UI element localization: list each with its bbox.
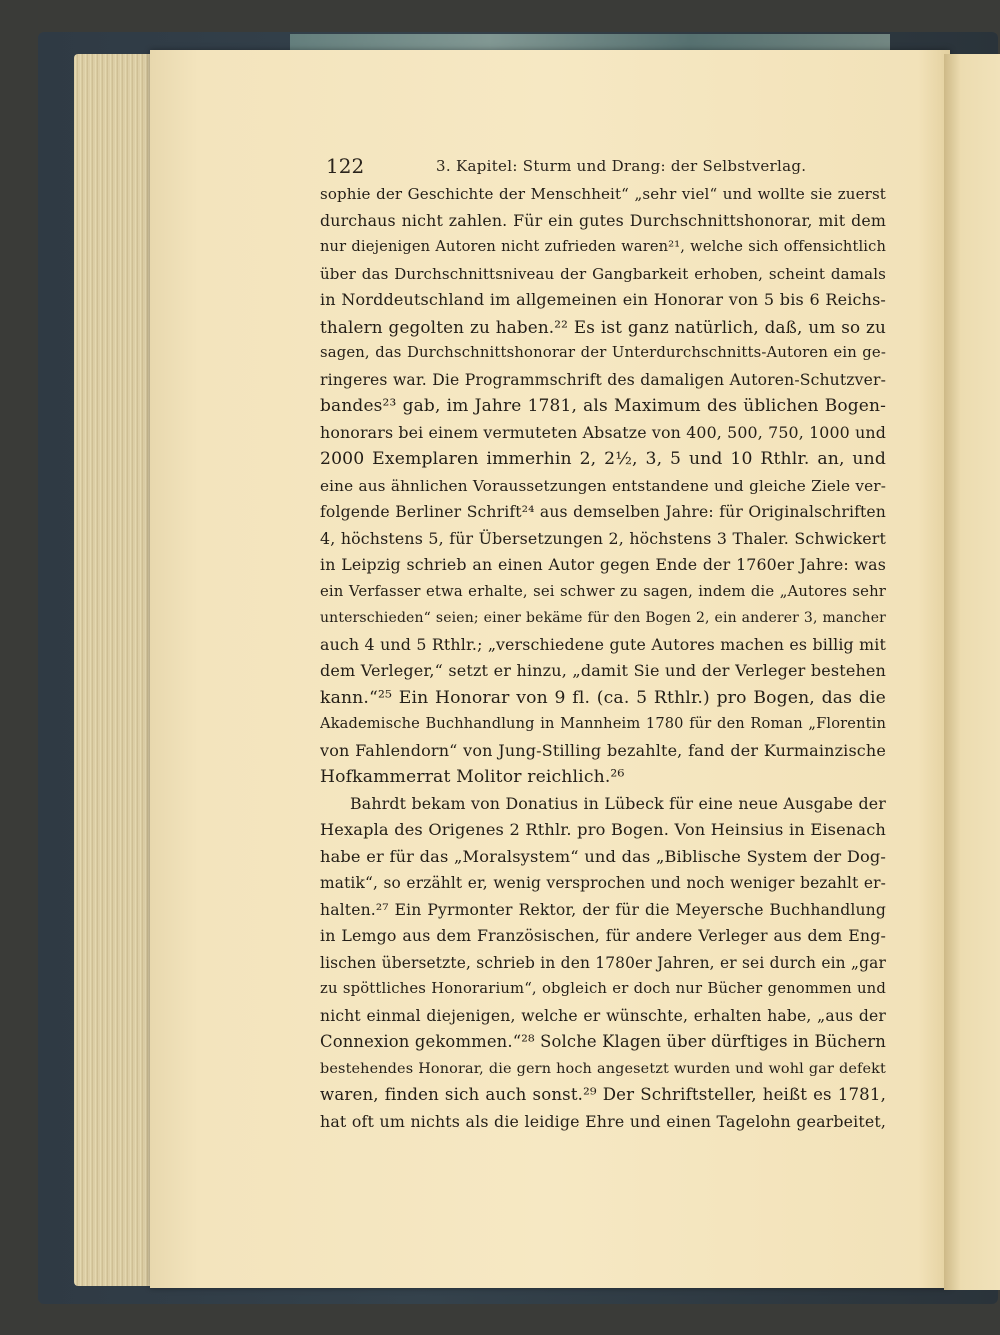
text-line: hat oft um nichts als die leidige Ehre und einen Tagelohn gearbeitet,	[320, 1111, 886, 1131]
text-line: Bahrdt bekam von Donatius in Lübeck für eine neue Ausgabe der	[350, 793, 886, 813]
text-line: unterschieden“ seien; einer bekäme für den Bogen 2, ein anderer 3, mancher	[320, 610, 886, 626]
text-line: lischen übersetzte, schrieb in den 1780er Jahren, er sei durch ein „gar	[320, 953, 886, 972]
text-line: sagen, das Durchschnittshonorar der Unterdurchschnitts-Autoren ein ge-	[320, 344, 886, 361]
text-line: sophie der Geschichte der Menschheit“ „sehr viel“ und wollte sie zuerst	[320, 185, 886, 203]
text-line: nicht einmal diejenigen, welche er wünschte, erhalten habe, „aus der	[320, 1006, 886, 1025]
text-line: durchaus nicht zahlen. Für ein gutes Durchschnittshonorar, mit dem	[320, 210, 886, 230]
text-line: von Fahlendorn“ von Jung-Stilling bezahlte, fand der Kurmainzische	[320, 740, 886, 760]
text-line: nur diejenigen Autoren nicht zufrieden waren²¹, welche sich offensichtlich	[320, 238, 886, 255]
text-line: dem Verleger,“ setzt er hinzu, „damit Sie und der Verleger bestehen	[320, 661, 886, 680]
text-line: kann.“²⁵ Ein Honorar von 9 fl. (ca. 5 Rthlr.) pro Bogen, das die	[320, 687, 886, 708]
text-line: Connexion gekommen.“²⁸ Solche Klagen über dürftiges in Büchern	[320, 1032, 886, 1051]
text-line: matik“, so erzählt er, wenig versprochen und noch weniger bezahlt er-	[320, 874, 886, 892]
text-line: 4, höchstens 5, für Übersetzungen 2, höchstens 3 Thaler. Schwickert	[320, 528, 886, 548]
text-line: auch 4 und 5 Rthlr.; „verschiedene gute Autores machen es billig mit	[320, 634, 886, 654]
text-line: in Norddeutschland im allgemeinen ein Honorar von 5 bis 6 Reichs-	[320, 290, 886, 309]
running-head: 3. Kapitel: Sturm und Drang: der Selbstverlag.	[436, 157, 807, 175]
text-line: bestehendes Honorar, die gern hoch angesetzt wurden und wohl gar defekt	[320, 1060, 886, 1077]
text-line: thalern gegolten zu haben.²² Es ist ganz natürlich, daß, um so zu	[320, 316, 886, 337]
text-line: Hexapla des Origenes 2 Rthlr. pro Bogen. Von Heinsius in Eisenach	[320, 820, 886, 839]
text-line: bandes²³ gab, im Jahre 1781, als Maximum des üblichen Bogen-	[320, 396, 886, 416]
text-line: ein Verfasser etwa erhalte, sei schwer zu sagen, indem die „Autores sehr	[320, 582, 886, 600]
text-line: zu spöttliches Honorarium“, obgleich er doch nur Bücher genommen und	[320, 980, 886, 997]
text-line: 2000 Exemplaren immerhin 2, 2½, 3, 5 und 10 Rthlr. an, und	[320, 449, 886, 469]
text-line: honorars bei einem vermuteten Absatze von 400, 500, 750, 1000 und	[320, 422, 886, 442]
text-line: über das Durchschnittsniveau der Gangbarkeit erhoben, scheint damals	[320, 264, 886, 283]
text-line: in Lemgo aus dem Französischen, für andere Verleger aus dem Eng-	[320, 926, 886, 945]
text-line: folgende Berliner Schrift²⁴ aus demselben Jahre: für Originalschriften	[320, 503, 886, 521]
text-line: ringeres war. Die Programmschrift des damaligen Autoren-Schutzver-	[320, 370, 886, 389]
facing-page-edge	[944, 54, 1000, 1290]
text-line: Akademische Buchhandlung in Mannheim 1780 für den Roman „Florentin	[320, 715, 886, 732]
text-line: halten.²⁷ Ein Pyrmonter Rektor, der für die Meyersche Buchhandlung	[320, 900, 886, 919]
text-line: Hofkammerrat Molitor reichlich.²⁶	[320, 767, 625, 787]
page-header	[326, 154, 888, 184]
text-line: eine aus ähnlichen Voraussetzungen entstandene und gleiche Ziele ver-	[320, 476, 886, 495]
text-line: habe er für das „Moralsystem“ und das „Biblische System der Dog-	[320, 846, 886, 866]
body-text	[320, 181, 886, 1135]
text-line: in Leipzig schrieb an einen Autor gegen Ende der 1760er Jahre: was	[320, 555, 886, 574]
page-number: 122	[326, 154, 365, 178]
text-line: waren, finden sich auch sonst.²⁹ Der Schriftsteller, heißt es 1781,	[320, 1085, 886, 1104]
